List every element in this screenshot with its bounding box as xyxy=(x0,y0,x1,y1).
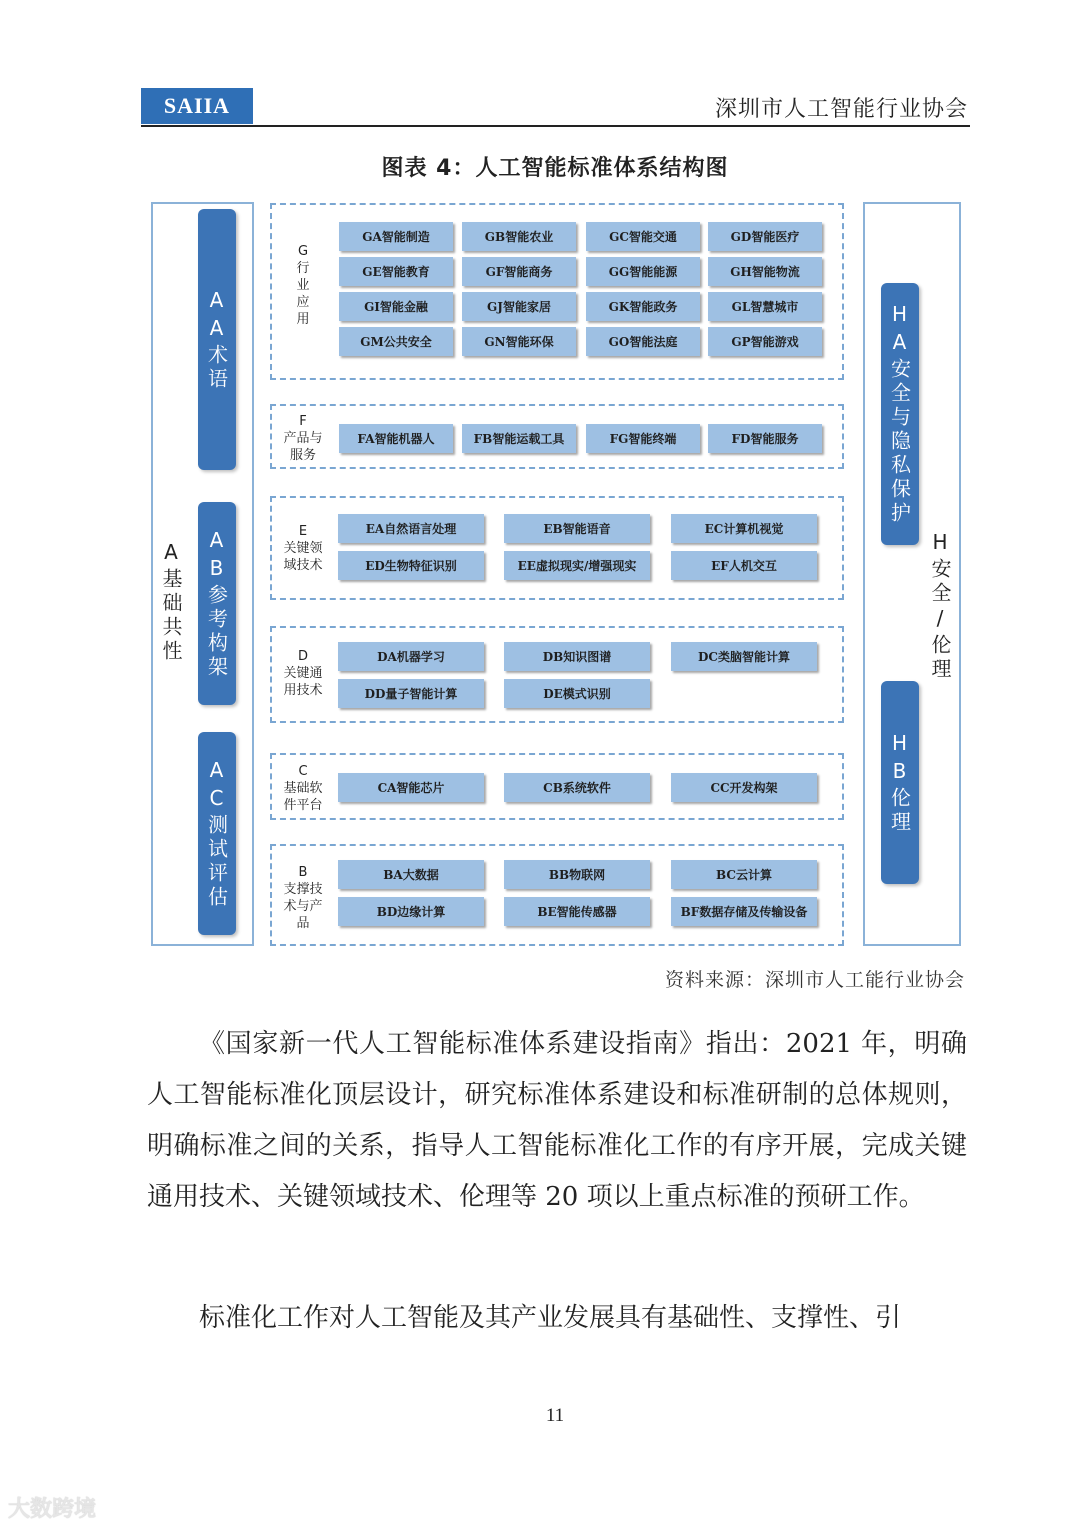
group-label-line: 行 xyxy=(296,261,310,276)
standard-box: BF数据存储及传输设备 xyxy=(671,897,817,926)
group-label-line: D xyxy=(297,649,308,664)
standard-box: FG智能终端 xyxy=(586,424,700,453)
group-label-line: 用技术 xyxy=(283,683,323,698)
group-label-line: B xyxy=(298,865,308,880)
standard-box: EB智能语音 xyxy=(504,514,650,543)
standard-box: EA自然语言处理 xyxy=(338,514,484,543)
standard-box: EC计算机视觉 xyxy=(671,514,817,543)
group-label-line: 用 xyxy=(296,312,310,327)
standard-box: FA智能机器人 xyxy=(339,424,453,453)
standard-box: GG智能能源 xyxy=(586,257,700,286)
pill-aa-label: AA术语 xyxy=(204,287,229,392)
standard-box: GL智慧城市 xyxy=(708,292,822,321)
group-c-basic-software-platform xyxy=(270,753,844,820)
pill-aa-terminology xyxy=(198,209,236,470)
group-b-support-tech-products xyxy=(270,844,844,946)
pill-ab-label: AB参考构架 xyxy=(204,527,229,680)
group-label-line: 基础软 xyxy=(283,781,323,796)
standard-box: GI智能金融 xyxy=(339,292,453,321)
group-label-line: 支撑技 xyxy=(283,882,323,897)
standard-box: CB系统软件 xyxy=(504,773,650,802)
standard-box: BE智能传感器 xyxy=(504,897,650,926)
pill-ha-security-privacy xyxy=(881,283,919,545)
standard-box: GK智能政务 xyxy=(586,292,700,321)
frame-h-label: H安全/伦理 xyxy=(928,530,952,682)
standard-box: GN智能环保 xyxy=(462,327,576,356)
paragraph-1: 《国家新一代人工智能标准体系建设指南》指出：2021 年，明确人工智能标准化顶层设计，研究标准体系建设和标准研制的总体规则，明确标准之间的关系，指导人工智能标准化工作的有序开展，完成关键通用技术、关键领域技术、伦理等 20 项以上重点标准的预研工作。 xyxy=(147,1029,967,1212)
standard-box: ED生物特征识别 xyxy=(338,551,484,580)
standard-box: DC类脑智能计算 xyxy=(671,642,817,671)
group-label xyxy=(272,243,334,328)
watermark-logo: 大数跨境 xyxy=(8,1497,97,1522)
pill-hb-label: HB伦理 xyxy=(887,730,912,835)
group-label-line: 术与产 xyxy=(283,899,323,914)
group-label-line: 产品与 xyxy=(283,431,323,446)
standard-box: EE虚拟现实/增强现实 xyxy=(504,551,650,580)
standard-box: CA智能芯片 xyxy=(338,773,484,802)
standard-box: BA大数据 xyxy=(338,860,484,889)
header-rule xyxy=(141,125,970,127)
standard-box: BB物联网 xyxy=(504,860,650,889)
standard-box: GF智能商务 xyxy=(462,257,576,286)
group-label-line: 品 xyxy=(296,916,310,931)
standard-box: GJ智能家居 xyxy=(462,292,576,321)
group-label xyxy=(272,763,334,814)
standard-box: EF人机交互 xyxy=(671,551,817,580)
standard-box: DE模式识别 xyxy=(504,679,650,708)
group-label-line: 关键通 xyxy=(283,666,323,681)
group-label xyxy=(272,413,334,464)
standard-box: GD智能医疗 xyxy=(708,222,822,251)
standard-box: DB知识图谱 xyxy=(504,642,650,671)
header-organization: 深圳市人工智能行业协会 xyxy=(714,97,968,122)
group-d-key-general-tech xyxy=(270,626,844,723)
pill-hb-ethics xyxy=(881,681,919,884)
pill-ha-label: HA安全与隐私保护 xyxy=(887,302,912,526)
standard-box: CC开发构架 xyxy=(671,773,817,802)
standard-box: FB智能运载工具 xyxy=(462,424,576,453)
paragraph-2: 标准化工作对人工智能及其产业发展具有基础性、支撑性、引 xyxy=(199,1303,902,1333)
group-label xyxy=(272,523,334,574)
standard-box: BD边缘计算 xyxy=(338,897,484,926)
standard-box: GB智能农业 xyxy=(462,222,576,251)
group-label-line: 业 xyxy=(296,278,310,293)
group-label-line: 应 xyxy=(296,295,310,310)
group-g-industry-applications xyxy=(270,203,844,380)
group-label-line: 服务 xyxy=(289,448,316,463)
group-label-line: 关键领 xyxy=(283,541,323,556)
pill-ab-reference-architecture xyxy=(198,502,236,705)
group-label-line: 域技术 xyxy=(283,558,323,573)
group-label xyxy=(272,648,334,699)
figure-source: 资料来源：深圳市人工能行业协会 xyxy=(664,969,965,991)
figure-title: 图表 4：人工智能标准体系结构图 xyxy=(381,156,729,181)
group-label-line: E xyxy=(298,524,308,539)
group-label xyxy=(272,864,334,932)
pill-ac-testing-evaluation xyxy=(198,732,236,935)
saiia-badge: SAIIA xyxy=(141,88,253,124)
standard-box: GP智能游戏 xyxy=(708,327,822,356)
standard-box: GC智能交通 xyxy=(586,222,700,251)
frame-a-label: A基础共性 xyxy=(159,540,183,664)
standard-box: DA机器学习 xyxy=(338,642,484,671)
standard-box: FD智能服务 xyxy=(708,424,822,453)
group-label-line: G xyxy=(297,244,309,259)
page-number: 11 xyxy=(545,1405,565,1426)
standard-box: GM公共安全 xyxy=(339,327,453,356)
standard-box: GO智能法庭 xyxy=(586,327,700,356)
standard-box: GE智能教育 xyxy=(339,257,453,286)
group-e-key-domain-tech xyxy=(270,496,844,600)
standard-box: DD量子智能计算 xyxy=(338,679,484,708)
pill-ac-label: AC测试评估 xyxy=(204,757,229,910)
standard-box: GA智能制造 xyxy=(339,222,453,251)
group-f-products-services xyxy=(270,404,844,469)
group-label-line: C xyxy=(298,764,308,779)
standard-box: GH智能物流 xyxy=(708,257,822,286)
standard-box: BC云计算 xyxy=(671,860,817,889)
group-label-line: 件平台 xyxy=(283,798,323,813)
group-label-line: F xyxy=(299,414,307,429)
